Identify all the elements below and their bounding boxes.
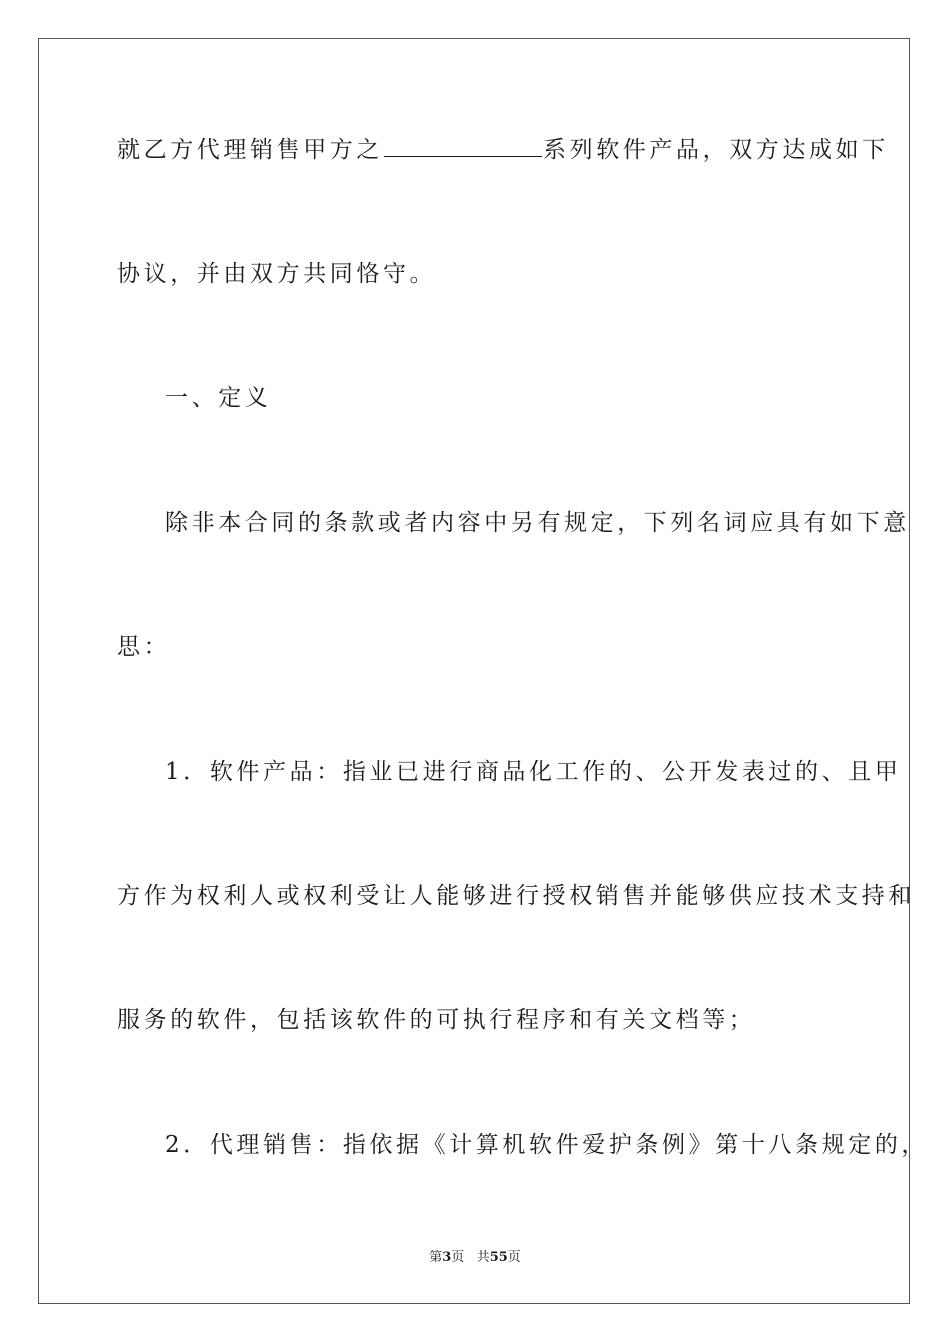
page-footer [0,1246,950,1265]
footer-total-prefix: 共 [476,1250,490,1265]
text-line-2: 协议，并由双方共同恪守。 [117,261,437,287]
text-line-5: 思： [117,634,171,660]
footer-total-pages: 55 [489,1250,508,1265]
text-line-4: 除非本合同的条款或者内容中另有规定，下列名词应具有如下意 [165,510,910,536]
page-border [38,38,910,1304]
fill-in-blank[interactable] [384,136,542,157]
line-1-start: 就乙方代理销售甲方之 [117,137,383,163]
text-line-9: 2．代理销售：指依据《计算机软件爱护条例》第十八条规定的， [165,1132,929,1158]
footer-total-suffix: 页 [507,1250,521,1265]
text-line-7: 方作为权利人或权利受让人能够进行授权销售并能够供应技术支持和 [117,883,915,909]
text-line-1 [117,135,889,165]
text-line-8: 服务的软件，包括该软件的可执行程序和有关文档等； [117,1007,756,1033]
footer-page-suffix: 页 [451,1250,465,1265]
footer-page-prefix: 第 [429,1250,443,1265]
footer-page-number: 3 [442,1250,452,1265]
text-line-6: 1．软件产品：指业已进行商品化工作的、公开发表过的、且甲 [165,759,902,785]
section-heading-definitions: 一、定义 [165,385,272,411]
line-1-end: 系列软件产品，双方达成如下 [543,137,889,163]
